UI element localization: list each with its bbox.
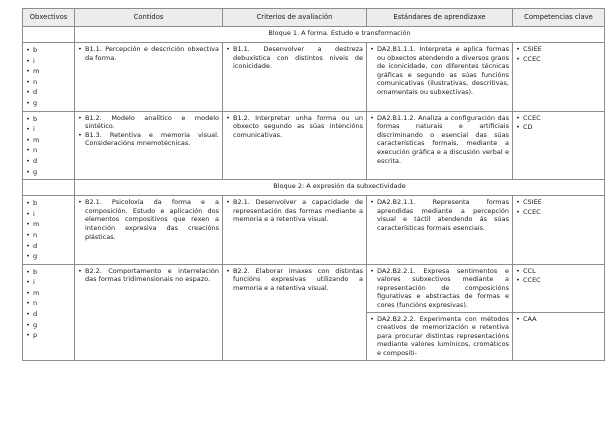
- block-1-spacer: [23, 27, 75, 43]
- row-4-contidos: [75, 264, 223, 360]
- row-4-criterios: [223, 264, 367, 360]
- contido-item: • B2.1. Psicoloxía da forma e a composición. Estudo e aplicación dos elementos compositivos que rexen a intención expresiva das creacións plásticas.: [78, 198, 219, 241]
- competencia-item: • CSIEE: [516, 198, 601, 207]
- block-2-spacer: [23, 180, 75, 196]
- competencia-item: • CAA: [516, 315, 601, 324]
- obxectivo-item: • g: [26, 320, 71, 331]
- curriculum-sheet: [22, 8, 605, 361]
- obxectivo-item: • i: [26, 209, 71, 220]
- estandar-item: • DA2.B1.1.2. Analiza a configuración das formas naturais e artificiais discriminando o esencial das súas características formais, mediante a execución gráfica e a discusión verbal e escrita.: [370, 114, 509, 166]
- criterio-item: • B2.1. Desenvolver a capacidade de representación das formas mediante a memoria e a retentiva visual.: [226, 198, 363, 224]
- criterio-item: • B1.2. Interpretar unha forma ou un obxecto segundo as súas intencións comunicativas.: [226, 114, 363, 140]
- table-row-4a: [23, 264, 605, 312]
- obxectivo-item: • n: [26, 298, 71, 309]
- row-2-estandares: [367, 111, 513, 180]
- row-3-contidos: [75, 196, 223, 265]
- header-contidos: Contidos: [75, 9, 223, 27]
- row-1-contidos: [75, 43, 223, 112]
- criterio-item: • B2.2. Elaborar imaxes con distintas funcións expresivas utilizando a memoria e a retentiva visual.: [226, 267, 363, 293]
- table-row-3: [23, 196, 605, 265]
- obxectivo-item: • i: [26, 124, 71, 135]
- contido-item: • B1.3. Retentiva e memoria visual. Consideracións mnemotécnicas.: [78, 131, 219, 148]
- obxectivo-item: • d: [26, 87, 71, 98]
- estandar-item: • DA2.B1.1.1. Interpreta e aplica formas ou obxectos atendendo a diversos graos de iconicidade, con diferentes técnicas gráficas e segundo as súas funcións comunicativas (ilustrativas, descritivas, ornamentais ou subxectivas).: [370, 45, 509, 97]
- obxectivo-item: • d: [26, 309, 71, 320]
- block-2-title: Bloque 2: A expresión da subxectividade: [75, 180, 605, 196]
- row-1-criterios: [223, 43, 367, 112]
- estandar-item: • DA2.B2.1.1. Representa formas aprendidas mediante a percepción visual e táctil atendendo ás súas características formais esenciais.: [370, 198, 509, 232]
- header-estandares: Estándares de aprendizaxe: [367, 9, 513, 27]
- row-1-obxectivos: [23, 43, 75, 112]
- obxectivo-item: • i: [26, 56, 71, 67]
- contido-item: • B1.2. Modelo analítico e modelo sintético.: [78, 114, 219, 131]
- obxectivo-item: • m: [26, 219, 71, 230]
- row-3-obxectivos: [23, 196, 75, 265]
- obxectivo-item: • b: [26, 267, 71, 278]
- row-1-estandares: [367, 43, 513, 112]
- estandar-item: • DA2.B2.2.2. Experimenta con métodos creativos de memorización e retentiva para procurar distintas representacións mediante valores lumínicos, cromáticos e compositi-: [370, 315, 509, 358]
- obxectivo-item: • d: [26, 241, 71, 252]
- criterio-item: • B1.1. Desenvolver a destreza debuxística con distintos niveis de iconicidade.: [226, 45, 363, 71]
- block-1-title: Bloque 1. A forma. Estudo e transformación: [75, 27, 605, 43]
- obxectivo-item: • n: [26, 145, 71, 156]
- header-obxectivos: Obxectivos: [23, 9, 75, 27]
- obxectivo-item: • d: [26, 156, 71, 167]
- row-2-competencias: [513, 111, 605, 180]
- curriculum-table: [22, 8, 605, 361]
- obxectivo-item: • g: [26, 98, 71, 109]
- competencia-item: • CCEC: [516, 208, 601, 217]
- obxectivo-item: • b: [26, 114, 71, 125]
- row-3-competencias: [513, 196, 605, 265]
- contido-item: • B2.2. Comportamento e interrelación das formas tridimensionais no espazo.: [78, 267, 219, 284]
- row-2-criterios: [223, 111, 367, 180]
- obxectivo-item: • m: [26, 135, 71, 146]
- obxectivo-item: • m: [26, 288, 71, 299]
- row-4-estandares-1: [367, 264, 513, 312]
- row-4-competencias-1: [513, 264, 605, 312]
- competencia-item: • CCL: [516, 267, 601, 276]
- block-row-1: [23, 27, 605, 43]
- competencia-item: • CCEC: [516, 276, 601, 285]
- obxectivo-item: • b: [26, 198, 71, 209]
- competencia-item: • CCEC: [516, 55, 601, 64]
- competencia-item: • CCEC: [516, 114, 601, 123]
- obxectivo-item: • i: [26, 277, 71, 288]
- obxectivo-item: • p: [26, 330, 71, 341]
- row-4-competencias-2: [513, 312, 605, 360]
- header-competencias: Competencias clave: [513, 9, 605, 27]
- header-row: [23, 9, 605, 27]
- row-4-obxectivos: [23, 264, 75, 360]
- obxectivo-item: • n: [26, 230, 71, 241]
- table-row-1: [23, 43, 605, 112]
- header-criterios: Criterios de avaliación: [223, 9, 367, 27]
- competencia-item: • CSIEE: [516, 45, 601, 54]
- obxectivo-item: • b: [26, 45, 71, 56]
- block-row-2: [23, 180, 605, 196]
- row-3-criterios: [223, 196, 367, 265]
- obxectivo-item: • g: [26, 167, 71, 178]
- contido-item: • B1.1. Percepción e descrición obxectiva da forma.: [78, 45, 219, 62]
- row-2-contidos: [75, 111, 223, 180]
- obxectivo-item: • m: [26, 66, 71, 77]
- estandar-item: • DA2.B2.2.1. Expresa sentimentos e valores subxectivos mediante a representación de composicións figurativas e abstractas de formas e cores (funcións expresivas).: [370, 267, 509, 310]
- row-2-obxectivos: [23, 111, 75, 180]
- competencia-item: • CD: [516, 123, 601, 132]
- row-4-estandares-2: [367, 312, 513, 360]
- row-3-estandares: [367, 196, 513, 265]
- obxectivo-item: • n: [26, 77, 71, 88]
- obxectivo-item: • g: [26, 251, 71, 262]
- row-1-competencias: [513, 43, 605, 112]
- table-row-2: [23, 111, 605, 180]
